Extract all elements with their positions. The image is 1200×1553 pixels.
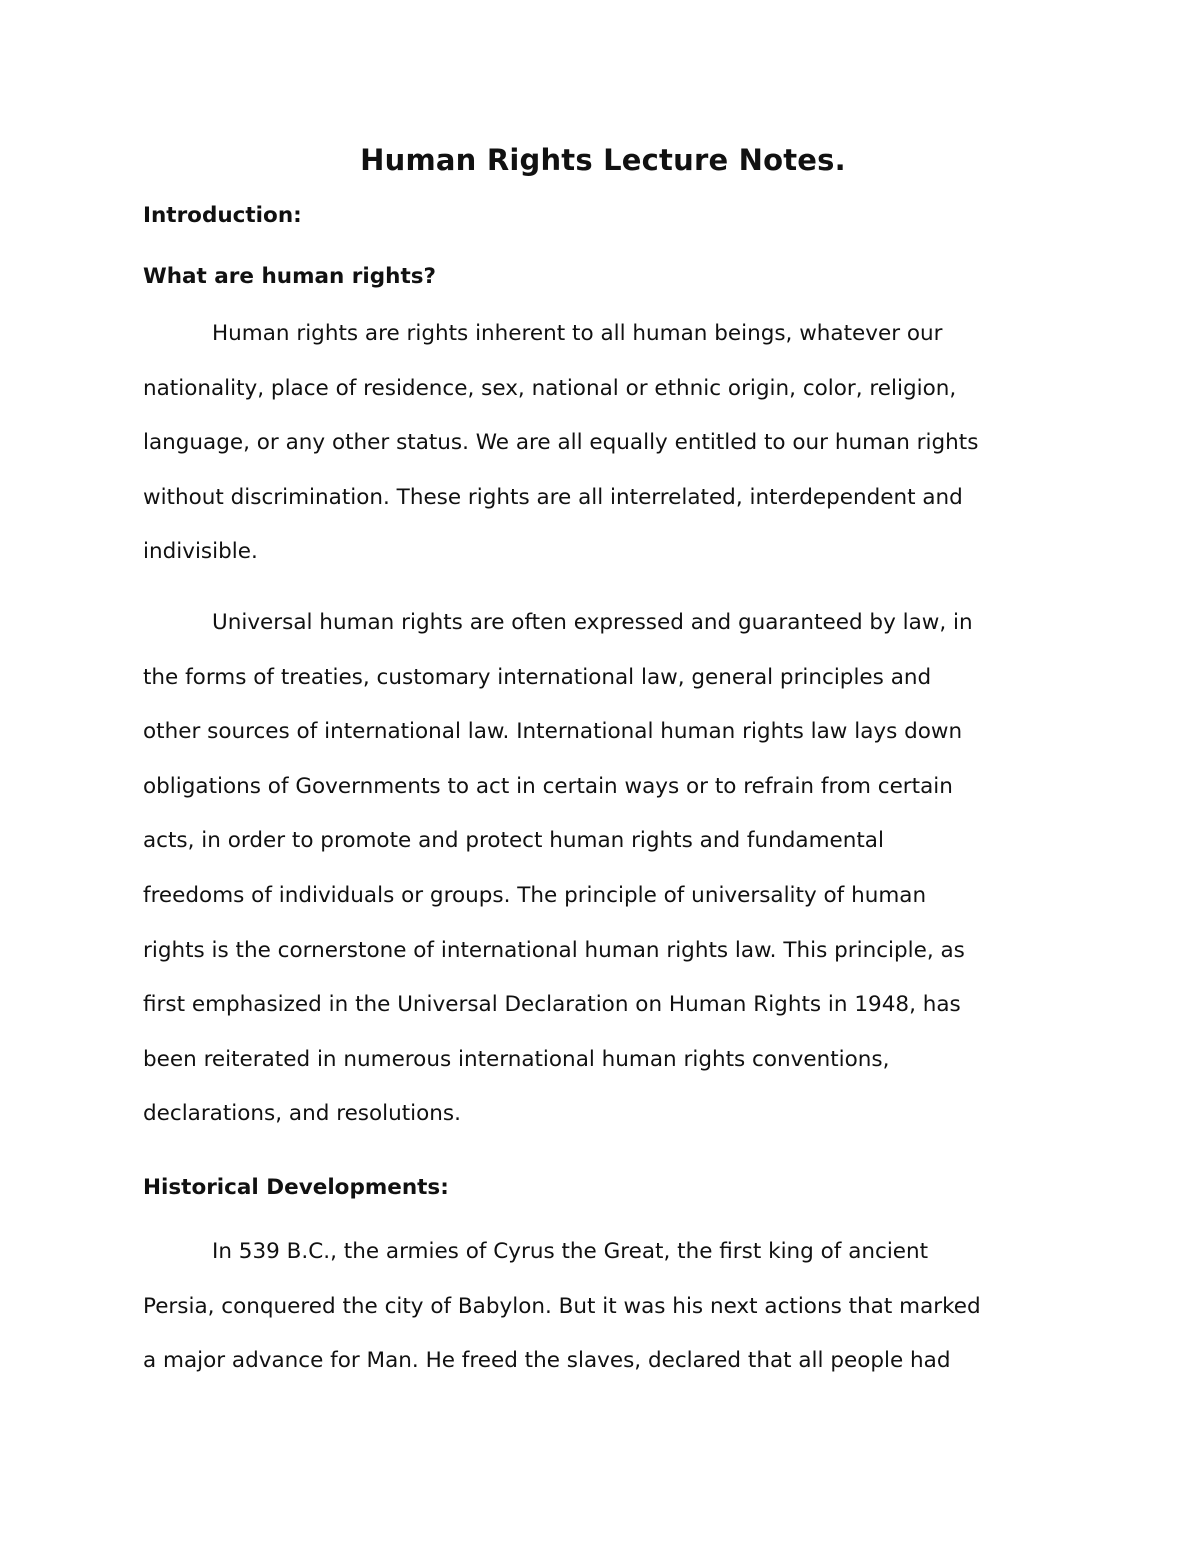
paragraph-historical — [143, 1225, 1063, 1389]
document-page — [143, 138, 1063, 1389]
paragraph-line: Persia, conquered the city of Babylon. But it was his next actions that marked — [143, 1293, 981, 1319]
paragraph-line: indivisible. — [143, 539, 258, 565]
paragraph-line: declarations, and resolutions. — [143, 1101, 461, 1127]
what-are-human-rights-heading: What are human rights? — [143, 264, 437, 289]
paragraph-definition — [143, 307, 1063, 580]
paragraph-line: Universal human rights are often expressed and guaranteed by law, in — [212, 609, 973, 635]
paragraph-line: a major advance for Man. He freed the slaves, declared that all people had — [143, 1348, 951, 1374]
paragraph-line: obligations of Governments to act in certain ways or to refrain from certain — [143, 773, 953, 799]
paragraph-line: the forms of treaties, customary international law, general principles and — [143, 664, 932, 690]
paragraph-line: rights is the cornerstone of international human rights law. This principle, as — [143, 937, 965, 963]
paragraph-line: without discrimination. These rights are all interrelated, interdependent and — [143, 484, 963, 510]
paragraph-line: first emphasized in the Universal Declaration on Human Rights in 1948, has — [143, 992, 961, 1018]
paragraph-line: other sources of international law. International human rights law lays down — [143, 719, 963, 745]
paragraph-line: In 539 B.C., the armies of Cyrus the Great, the first king of ancient — [212, 1238, 929, 1264]
historical-developments-heading: Historical Developments: — [143, 1174, 449, 1200]
paragraph-line: Human rights are rights inherent to all human beings, whatever our — [212, 321, 943, 346]
paragraph-line: language, or any other status. We are all equally entitled to our human rights — [143, 430, 979, 456]
introduction-heading: Introduction: — [143, 203, 302, 228]
paragraph-line: acts, in order to promote and protect human rights and fundamental — [143, 828, 884, 854]
paragraph-line: nationality, place of residence, sex, national or ethnic origin, color, religion, — [143, 375, 957, 401]
paragraph-line: been reiterated in numerous international human rights conventions, — [143, 1046, 890, 1072]
paragraph-line: freedoms of individuals or groups. The principle of universality of human — [143, 882, 927, 908]
document-title: Human Rights Lecture Notes. — [360, 143, 846, 177]
paragraph-universal-rights — [143, 596, 1063, 1142]
